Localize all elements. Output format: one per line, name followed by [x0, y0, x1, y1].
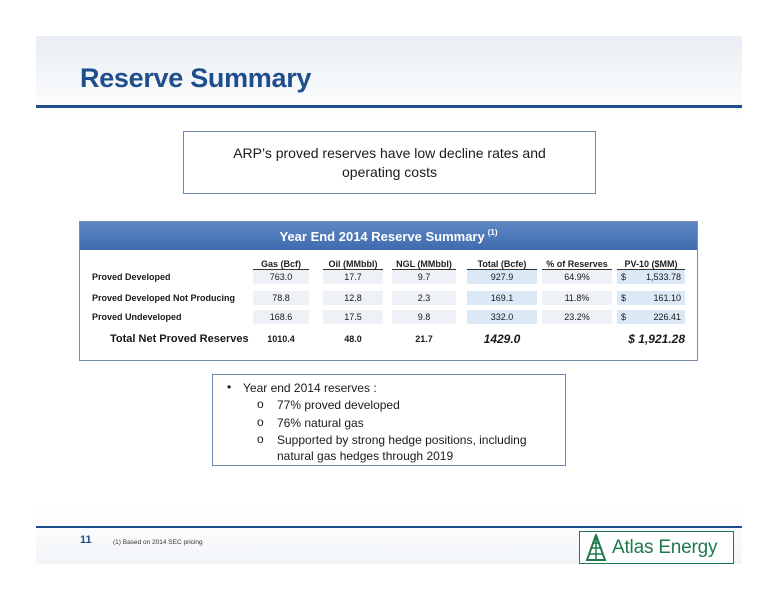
sub-bullet-text: 76% natural gas	[277, 416, 364, 430]
page-title: Reserve Summary	[80, 63, 312, 93]
sub-bullet-marker: o	[257, 397, 264, 411]
column-header-total: Total (Bcfe)	[467, 259, 537, 270]
sub-bullet-text: 77% proved developed	[277, 398, 400, 412]
cell-total: 927.9	[467, 270, 537, 284]
currency-sign: $	[621, 293, 627, 303]
bullet-box	[212, 374, 566, 466]
cell-pct: 11.8%	[542, 291, 612, 305]
cell-pv10	[617, 291, 685, 305]
logo-text: Atlas Energy	[612, 536, 718, 558]
derrick-logo-icon	[584, 534, 608, 561]
sub-bullet-text: Supported by strong hedge positions, including natural gas hedges through 2019	[277, 433, 527, 463]
callout-text: ARP’s proved reserves have low decline rates and operating costs	[233, 144, 546, 180]
sub-bullet-marker: o	[257, 432, 264, 446]
cell-ngl: 2.3	[392, 291, 456, 305]
cell-ngl: 9.7	[392, 270, 456, 284]
cell-ngl: 9.8	[392, 310, 456, 324]
cell-oil: 12.8	[323, 291, 383, 305]
currency-sign: $	[621, 272, 627, 282]
company-logo	[579, 531, 734, 564]
callout-box	[183, 131, 596, 194]
column-header-ngl: NGL (MMbbl)	[392, 259, 456, 270]
row-label: Proved Developed Not Producing	[92, 293, 236, 303]
total-oil: 48.0	[344, 334, 362, 344]
column-header-oil: Oil (MMbbl)	[323, 259, 383, 270]
cell-pct: 23.2%	[542, 310, 612, 324]
row-label: Proved Undeveloped	[92, 312, 182, 322]
cell-oil: 17.7	[323, 270, 383, 284]
total-gas: 1010.4	[267, 334, 295, 344]
cell-total: 332.0	[467, 310, 537, 324]
sub-bullet-marker: o	[257, 415, 264, 429]
column-header-pct: % of Reserves	[542, 259, 612, 270]
table-heading-text: Year End 2014 Reserve Summary	[279, 228, 485, 244]
cell-gas: 78.8	[253, 291, 309, 305]
table-heading-footnote-ref: (1)	[487, 227, 498, 237]
cell-pv10-value: 161.10	[653, 293, 681, 303]
cell-pv10-value: 226.41	[653, 312, 681, 322]
cell-pv10-value: 1,533.78	[645, 272, 681, 282]
reserve-summary-table	[79, 221, 698, 361]
totals-label: Total Net Proved Reserves	[110, 333, 249, 345]
cell-pv10	[617, 310, 685, 324]
total-pv10: $ 1,921.28	[628, 332, 685, 346]
page-number: 11	[80, 534, 92, 546]
bullet-main-text: Year end 2014 reserves :	[243, 381, 377, 395]
cell-oil: 17.5	[323, 310, 383, 324]
cell-gas: 168.6	[253, 310, 309, 324]
row-label: Proved Developed	[92, 272, 171, 282]
cell-pct: 64.9%	[542, 270, 612, 284]
total-bcfe: 1429.0	[483, 332, 521, 346]
table-heading	[80, 222, 697, 250]
title-divider	[36, 105, 742, 108]
cell-total: 169.1	[467, 291, 537, 305]
column-header-pv10: PV-10 ($MM)	[617, 259, 685, 270]
footnote: (1) Based on 2014 SEC pricing	[113, 539, 203, 546]
bullet-marker: •	[227, 380, 232, 394]
cell-gas: 763.0	[253, 270, 309, 284]
cell-pv10	[617, 270, 685, 284]
total-ngl: 21.7	[415, 334, 433, 344]
currency-sign: $	[621, 312, 627, 322]
footer-divider	[36, 526, 742, 528]
column-header-gas: Gas (Bcf)	[253, 259, 309, 270]
